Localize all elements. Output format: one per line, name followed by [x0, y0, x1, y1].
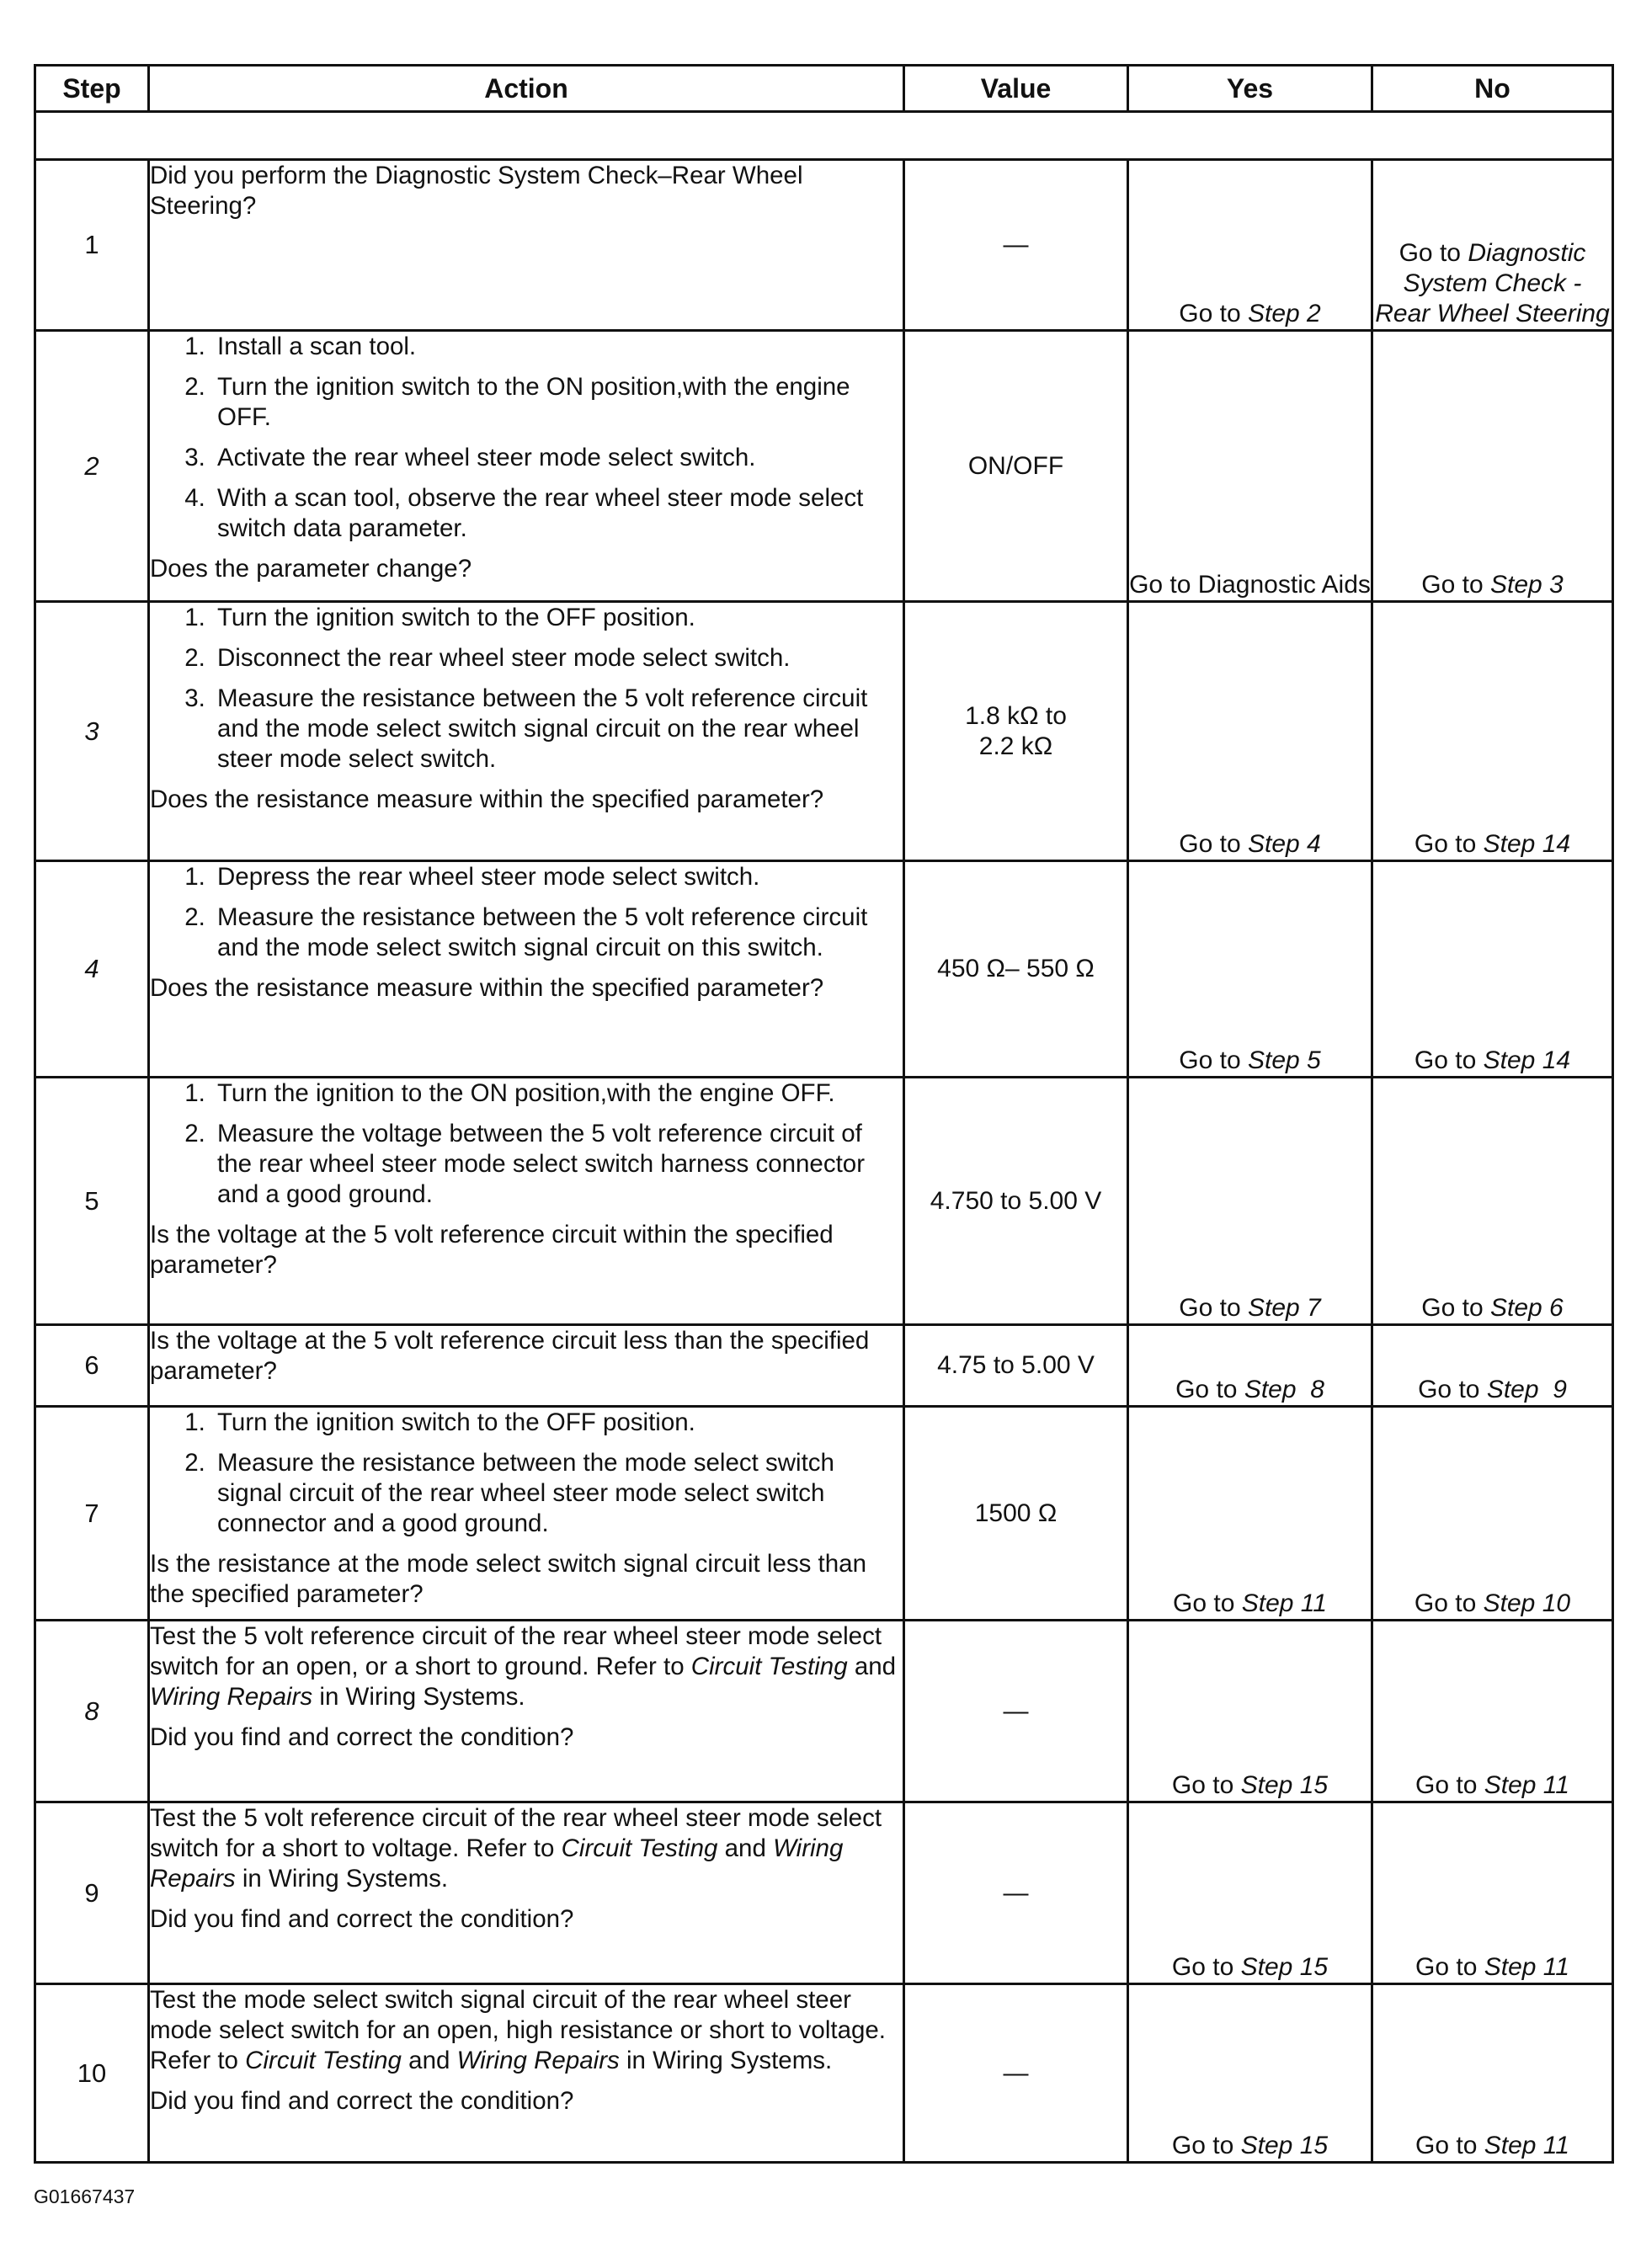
- substep-list: [150, 332, 903, 544]
- action-cell: [149, 1621, 904, 1802]
- action-cell: [149, 1407, 904, 1621]
- step-number: 8: [35, 1621, 149, 1802]
- no-step-link: Step 11: [1484, 1953, 1569, 1981]
- no-step-link: Step 9: [1486, 1376, 1567, 1403]
- no-prefix: Go to: [1414, 1046, 1484, 1074]
- reference-link: Wiring Repairs: [456, 2047, 620, 2074]
- action-text: Is the voltage at the 5 volt reference circuit less than the specified parameter?: [150, 1327, 870, 1385]
- action-cell: [149, 331, 904, 602]
- step-number: 7: [35, 1407, 149, 1621]
- yes-cell: Go to Diagnostic Aids: [1128, 331, 1372, 602]
- no-cell: [1372, 861, 1613, 1078]
- substep: 1. Turn the ignition to the ON position,with the engine OFF.: [212, 1078, 903, 1109]
- yes-prefix: Go to: [1173, 1589, 1242, 1617]
- no-step-link: Step 14: [1483, 1046, 1571, 1074]
- action-text-part: and: [717, 1834, 774, 1862]
- action-cell: [149, 1325, 904, 1407]
- table-row-step-1: [35, 160, 1613, 331]
- yes-step-link: Step 15: [1240, 1953, 1329, 1981]
- yes-prefix: Go to: [1179, 300, 1248, 327]
- action-cell: [149, 1802, 904, 1984]
- table-row-step-7: [35, 1407, 1613, 1621]
- yes-cell: [1128, 861, 1372, 1078]
- substep-list: [150, 1408, 903, 1539]
- value-line: 2.2 kΩ: [978, 732, 1053, 760]
- no-cell: [1372, 1984, 1613, 2163]
- value-cell: 1500 Ω: [904, 1407, 1128, 1621]
- no-prefix: Go to: [1421, 1294, 1490, 1322]
- step-number: 4: [35, 861, 149, 1078]
- table-row-step-9: [35, 1802, 1613, 1984]
- action-cell: [149, 1078, 904, 1325]
- substep: 4. With a scan tool, observe the rear wheel steer mode select switch data parameter.: [212, 483, 903, 544]
- step-number: 1: [35, 160, 149, 331]
- table-row-step-4: [35, 861, 1613, 1078]
- header-no: No: [1372, 66, 1613, 112]
- yes-step-link: Step 7: [1247, 1294, 1321, 1322]
- action-cell: [149, 602, 904, 861]
- substep-list: [150, 603, 903, 775]
- yes-prefix: Go to: [1179, 830, 1248, 858]
- no-cell: [1372, 602, 1613, 861]
- action-question: Did you find and correct the condition?: [150, 1723, 574, 1751]
- action-question: Does the parameter change?: [150, 555, 472, 583]
- table-row-step-8: [35, 1621, 1613, 1802]
- reference-link: Circuit Testing: [561, 1834, 718, 1862]
- yes-prefix: Go to: [1179, 1046, 1248, 1074]
- action-text-part: in Wiring Systems.: [235, 1865, 449, 1893]
- substep: 1. Depress the rear wheel steer mode select switch.: [212, 862, 903, 892]
- no-step-link: Step 6: [1489, 1294, 1564, 1322]
- action-text-part: in Wiring Systems.: [312, 1683, 525, 1711]
- yes-prefix: Go to: [1171, 1771, 1241, 1799]
- yes-step-link: Step 8: [1244, 1376, 1324, 1403]
- header-yes: Yes: [1128, 66, 1372, 112]
- yes-prefix: Go to: [1175, 1376, 1244, 1403]
- no-cell: [1372, 1078, 1613, 1325]
- no-cell: [1372, 1621, 1613, 1802]
- no-cell: [1372, 1407, 1613, 1621]
- reference-link: Circuit Testing: [690, 1653, 848, 1680]
- table-row-step-10: [35, 1984, 1613, 2163]
- header-action: Action: [149, 66, 904, 112]
- action-text-part: and: [847, 1653, 897, 1680]
- no-prefix: Go to: [1418, 1376, 1487, 1403]
- value-cell: —: [904, 1984, 1128, 2163]
- yes-cell: [1128, 160, 1372, 331]
- table-row-step-3: [35, 602, 1613, 861]
- header-step: Step: [35, 66, 149, 112]
- substep: 2. Turn the ignition switch to the ON position,with the engine OFF.: [212, 372, 903, 433]
- no-step-link: Step 11: [1484, 2132, 1569, 2159]
- yes-step-link: Step 4: [1247, 830, 1321, 858]
- yes-prefix: Go to: [1179, 1294, 1248, 1322]
- no-prefix: Go to: [1415, 1771, 1484, 1799]
- yes-cell: [1128, 1325, 1372, 1407]
- action-text-part: Test the 5 volt reference circuit of the rear wheel steer mode select switch for an open, or a short to ground. Refer to: [150, 1622, 882, 1680]
- action-text: [150, 1985, 903, 2076]
- action-question: Does the resistance measure within the specified parameter?: [150, 785, 824, 813]
- action-question: Did you find and correct the condition?: [150, 2087, 574, 2115]
- value-cell: —: [904, 160, 1128, 331]
- substep: 3. Activate the rear wheel steer mode select switch.: [212, 443, 903, 473]
- action-text: [150, 1803, 903, 1894]
- table-row-step-2: [35, 331, 1613, 602]
- yes-step-link: Step 15: [1240, 1771, 1329, 1799]
- action-question: Is the voltage at the 5 volt reference circuit within the specified parameter?: [150, 1221, 834, 1279]
- action-question: Did you find and correct the condition?: [150, 1905, 574, 1933]
- step-number: 6: [35, 1325, 149, 1407]
- yes-cell: [1128, 1407, 1372, 1621]
- value-cell: —: [904, 1621, 1128, 1802]
- substep: 2. Measure the resistance between the mode select switch signal circuit of the rear wheel steer mode select switch connector and a good ground.: [212, 1448, 903, 1539]
- no-step-link: Step 14: [1483, 830, 1571, 858]
- table-row-step-5: [35, 1078, 1613, 1325]
- value-cell: —: [904, 1802, 1128, 1984]
- action-cell: [149, 160, 904, 331]
- action-cell: [149, 861, 904, 1078]
- substep: 2. Measure the voltage between the 5 volt reference circuit of the rear wheel steer mode select switch harness connector and a good ground.: [212, 1119, 903, 1210]
- value-cell: 4.75 to 5.00 V: [904, 1325, 1128, 1407]
- substep: 2. Measure the resistance between the 5 volt reference circuit and the mode select switch signal circuit on this switch.: [212, 902, 903, 963]
- substep: 3. Measure the resistance between the 5 volt reference circuit and the mode select switch signal circuit on the rear wheel steer mode select switch.: [212, 684, 903, 775]
- table-row-step-6: [35, 1325, 1613, 1407]
- value-line: 1.8 kΩ to: [965, 701, 1067, 730]
- yes-cell: [1128, 1621, 1372, 1802]
- yes-step-link: Step 15: [1240, 2132, 1329, 2159]
- step-number: 9: [35, 1802, 149, 1984]
- blank-cell: [35, 112, 1613, 160]
- reference-link: Wiring Repairs: [150, 1834, 844, 1893]
- substep: 2. Disconnect the rear wheel steer mode select switch.: [212, 643, 903, 673]
- no-step-link: Step 10: [1483, 1589, 1571, 1617]
- no-cell: [1372, 160, 1613, 331]
- yes-step-link: Step 2: [1247, 300, 1321, 327]
- value-cell: ON/OFF: [904, 331, 1128, 602]
- blank-row: [35, 112, 1613, 160]
- no-prefix: Go to: [1414, 830, 1484, 858]
- substep-list: [150, 862, 903, 963]
- no-step-link: Step 3: [1489, 571, 1564, 599]
- figure-id: G01667437: [34, 2185, 136, 2207]
- substep: 1. Turn the ignition switch to the OFF position.: [212, 603, 903, 633]
- yes-step-link: Step 11: [1241, 1589, 1327, 1617]
- diagnostic-table: [34, 64, 1614, 2164]
- yes-prefix: Go to: [1171, 2132, 1241, 2159]
- action-text: Did you perform the Diagnostic System Check–Rear Wheel Steering?: [150, 162, 803, 220]
- substep: 1. Turn the ignition switch to the OFF position.: [212, 1408, 903, 1438]
- no-prefix: Go to: [1414, 1589, 1484, 1617]
- value-cell: 4.750 to 5.00 V: [904, 1078, 1128, 1325]
- header-value: Value: [904, 66, 1128, 112]
- reference-link: Circuit Testing: [245, 2047, 402, 2074]
- yes-cell: [1128, 1984, 1372, 2163]
- step-number: 10: [35, 1984, 149, 2163]
- step-number: 2: [35, 331, 149, 602]
- no-step-link: Step 11: [1484, 1771, 1569, 1799]
- no-prefix: Go to: [1415, 1953, 1484, 1981]
- action-text-part: Test the 5 volt reference circuit of the rear wheel steer mode select switch for a short to voltage. Refer to: [150, 1804, 882, 1862]
- reference-link: Wiring Repairs: [150, 1683, 313, 1711]
- no-step-link: Diagnostic System Check - Rear Wheel Steering: [1375, 239, 1610, 327]
- step-number: 5: [35, 1078, 149, 1325]
- step-number: 3: [35, 602, 149, 861]
- no-cell: [1372, 331, 1613, 602]
- yes-cell: [1128, 1802, 1372, 1984]
- header-row: [35, 66, 1613, 112]
- yes-step-link: Step 5: [1247, 1046, 1321, 1074]
- yes-prefix: Go to: [1171, 1953, 1241, 1981]
- no-cell: [1372, 1802, 1613, 1984]
- action-text-part: Test the mode select switch signal circuit of the rear wheel steer mode select switch for an open, high resistance or short to voltage. Refer to: [150, 1986, 886, 2074]
- action-text: [150, 1621, 903, 1712]
- action-text-part: and: [401, 2047, 457, 2074]
- action-cell: [149, 1984, 904, 2163]
- no-prefix: Go to: [1415, 2132, 1484, 2159]
- no-cell: [1372, 1325, 1613, 1407]
- action-question: Does the resistance measure within the specified parameter?: [150, 974, 824, 1002]
- no-prefix: Go to: [1421, 571, 1490, 599]
- substep-list: [150, 1078, 903, 1210]
- value-cell: [904, 602, 1128, 861]
- substep: 1. Install a scan tool.: [212, 332, 903, 362]
- yes-cell: [1128, 1078, 1372, 1325]
- value-cell: 450 Ω– 550 Ω: [904, 861, 1128, 1078]
- yes-cell: [1128, 602, 1372, 861]
- action-question: Is the resistance at the mode select switch signal circuit less than the specified parameter?: [150, 1550, 866, 1608]
- action-text-part: in Wiring Systems.: [619, 2047, 833, 2074]
- no-prefix: Go to: [1399, 239, 1468, 267]
